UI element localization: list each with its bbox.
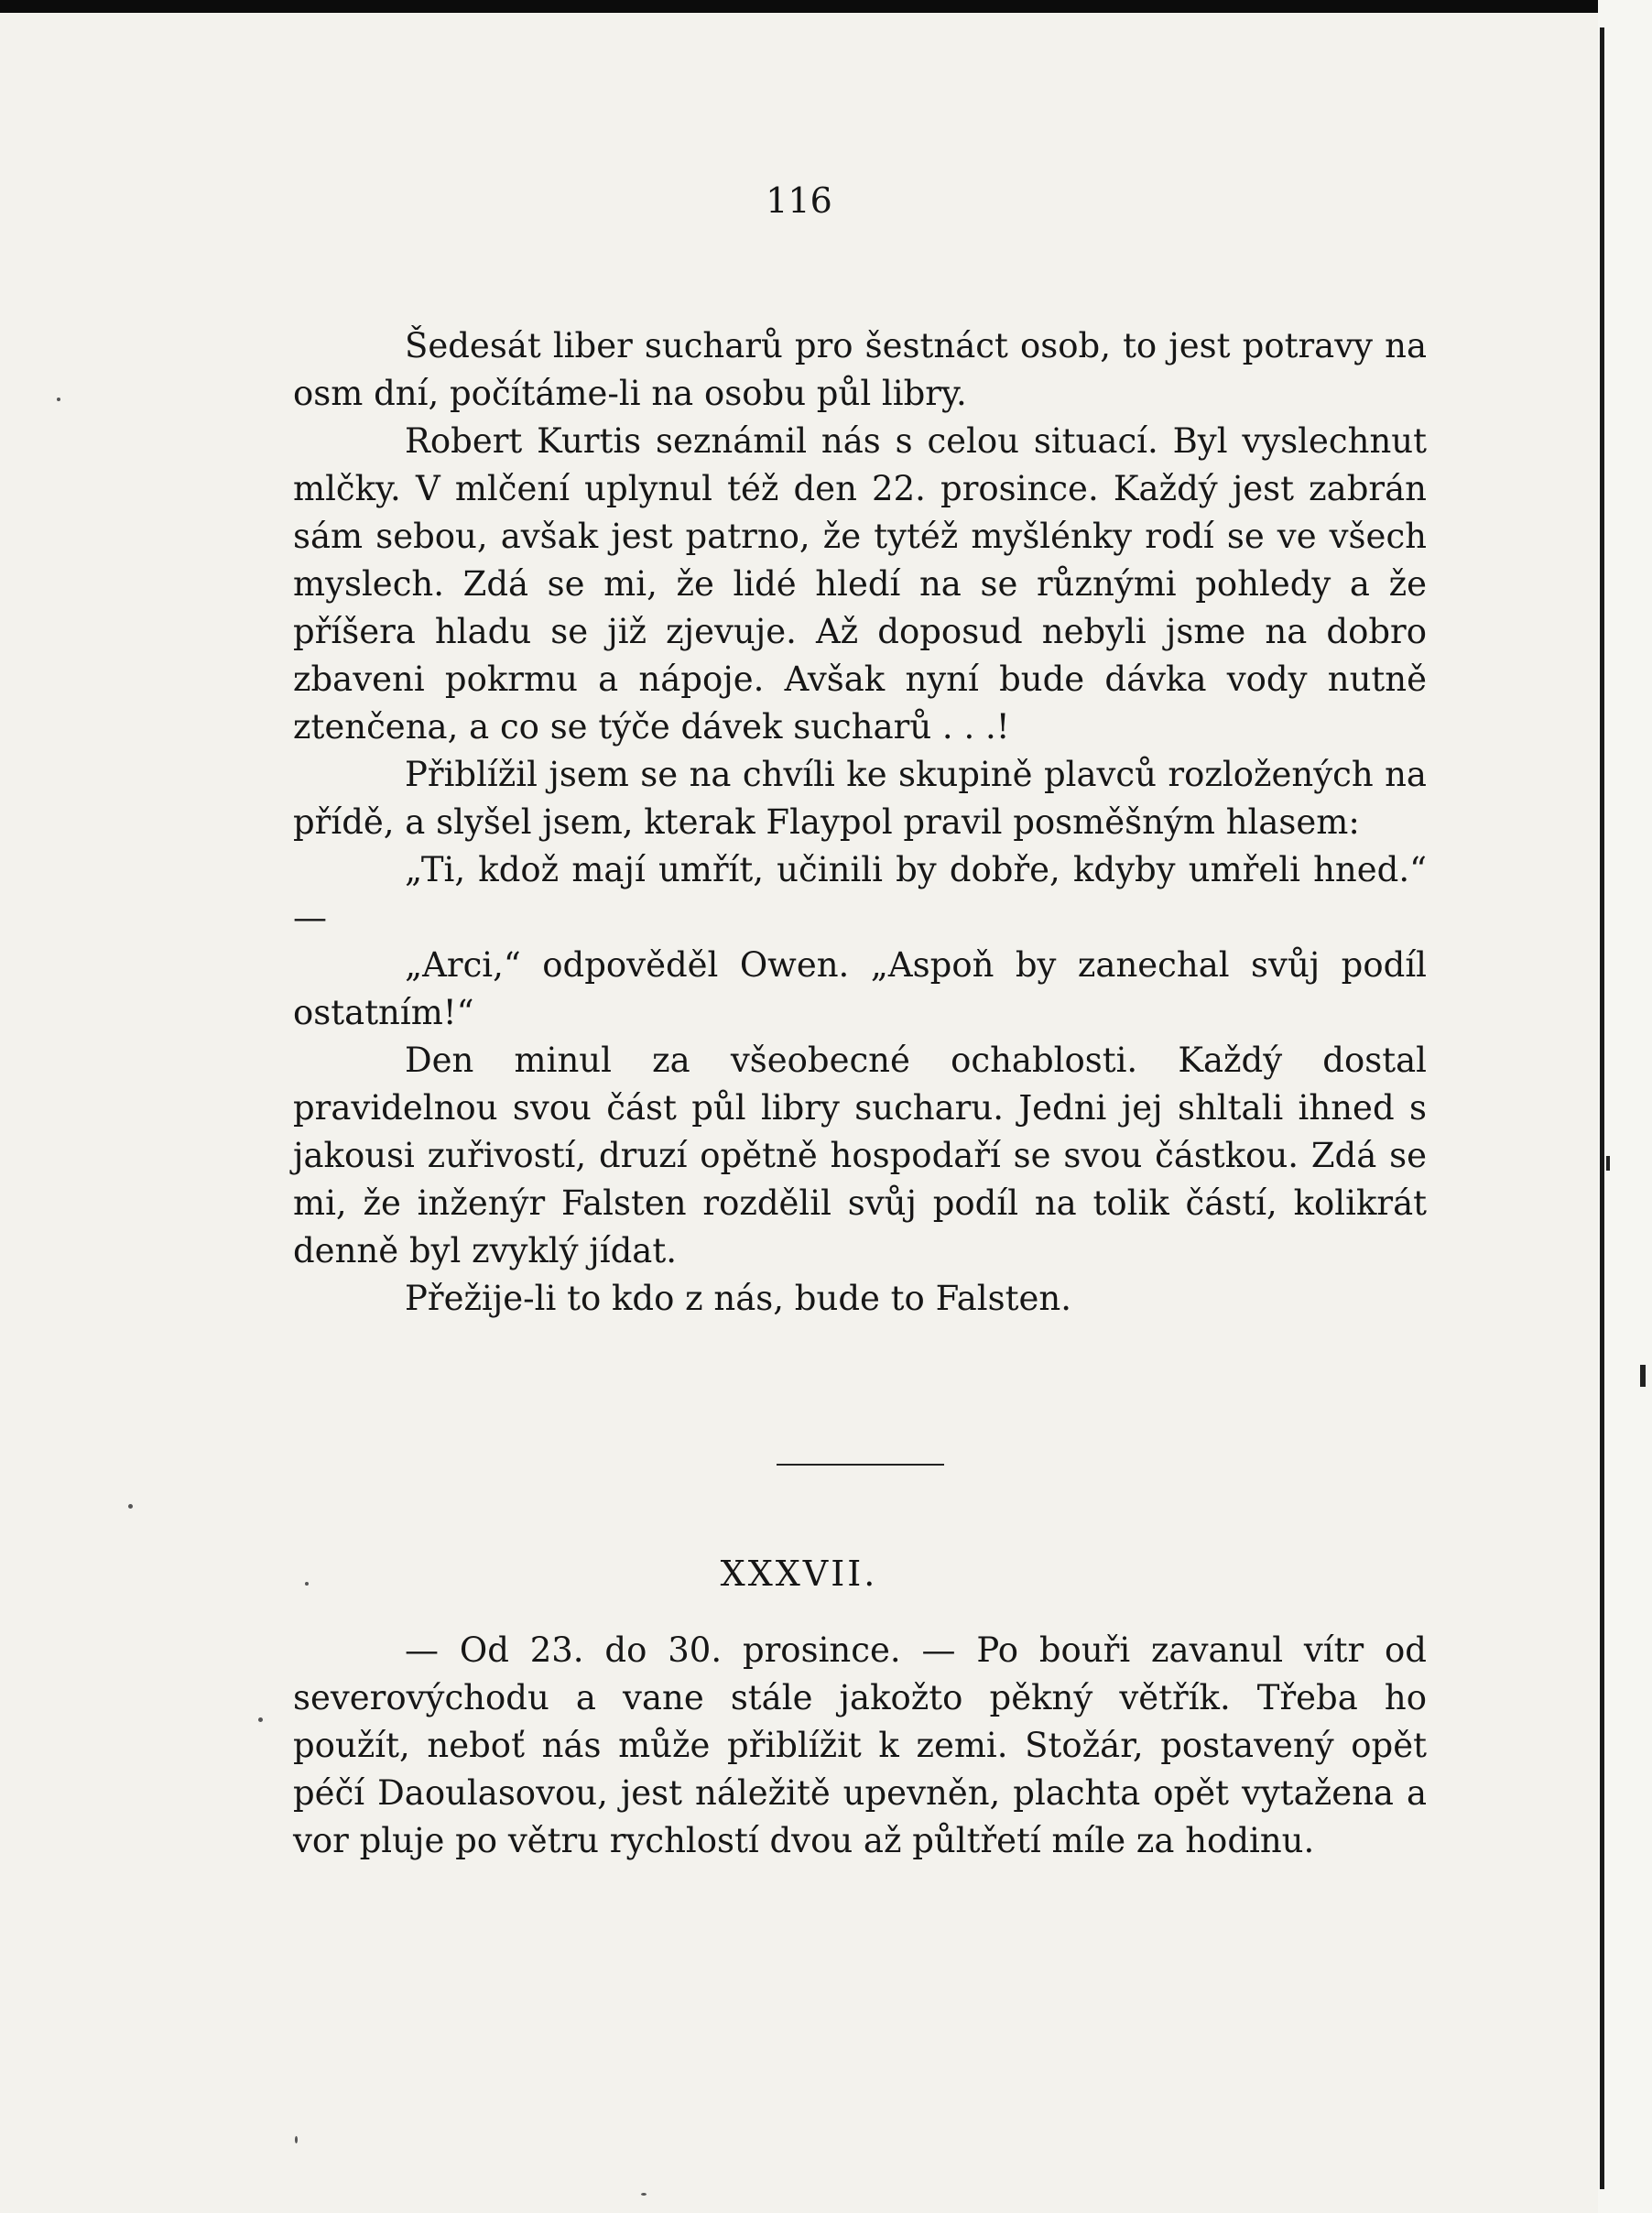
paragraph: — Od 23. do 30. prosince. — Po bouři zavanul vítr od severovýchodu a vane stále jakožto pěkný větřík. Třeba ho použít, neboť nás může přiblížit k zemi. Stožár, postavený opět péčí Daoulasovou, jest náležitě upevněn, plachta opět vytažena a vor pluje po větru rychlostí dvou až půltřetí míle za hodinu. [293, 1630, 1427, 1860]
paragraph: „Ti, kdož mají umřít, učinili by dobře, kdyby umřeli hned.“ — [293, 850, 1427, 937]
edge-mark [1640, 1365, 1646, 1387]
paragraph: Přežije-li to kdo z nás, bude to Falsten. [405, 1279, 1071, 1318]
scan-speck [641, 2193, 647, 2196]
paragraph: „Arci,“ odpověděl Owen. „Aspoň by zanechal svůj podíl ostatním!“ [293, 945, 1427, 1032]
page-edge-line [1600, 27, 1604, 2189]
scan-speck [258, 1717, 263, 1722]
paragraph: Šedesát liber sucharů pro šestnáct osob, to jest potravy na osm dní, počítáme-li na osobu půl libry. [293, 326, 1427, 413]
scan-speck [305, 1582, 309, 1586]
section-divider [777, 1464, 944, 1466]
chapter-heading: XXXVII. [720, 1553, 878, 1594]
text-block-top [293, 322, 1427, 1323]
text-block-bottom [293, 1627, 1427, 1865]
page-number: 116 [766, 180, 832, 221]
adjacent-page-edge [1598, 0, 1652, 2213]
edge-mark [1606, 1156, 1610, 1171]
paragraph: Přiblížil jsem se na chvíli ke skupině plavců rozložených na přídě, a slyšel jsem, kterak Flaypol pravil posměšným hlasem: [293, 755, 1427, 842]
scan-speck [128, 1504, 133, 1509]
scan-speck [295, 2136, 298, 2143]
paragraph: Den minul za všeobecné ochablosti. Každý dostal pravidelnou svou část půl libry sucharu. Jedni jej shltali ihned s jakousi zuřivostí, druzí opětně hospodaří se svou částkou. Zdá se mi, že inženýr Falsten rozdělil svůj podíl na tolik částí, kolikrát denně byl zvyklý jídat. [293, 1041, 1427, 1270]
book-page [0, 13, 1598, 2213]
scan-speck [57, 398, 60, 401]
paragraph: Robert Kurtis seznámil nás s celou situací. Byl vyslechnut mlčky. V mlčení uplynul též den 22. prosince. Každý jest zabrán sám sebou, avšak jest patrno, že tytéž myšlénky rodí se ve všech myslech. Zdá se mi, že lidé hledí na se různými pohledy a že příšera hladu se již zjevuje. Až doposud nebyli jsme na dobro zbaveni pokrmu a nápoje. Avšak nyní bude dávka vody nutně ztenčena, a co se týče dávek sucharů . . .! [293, 421, 1427, 747]
